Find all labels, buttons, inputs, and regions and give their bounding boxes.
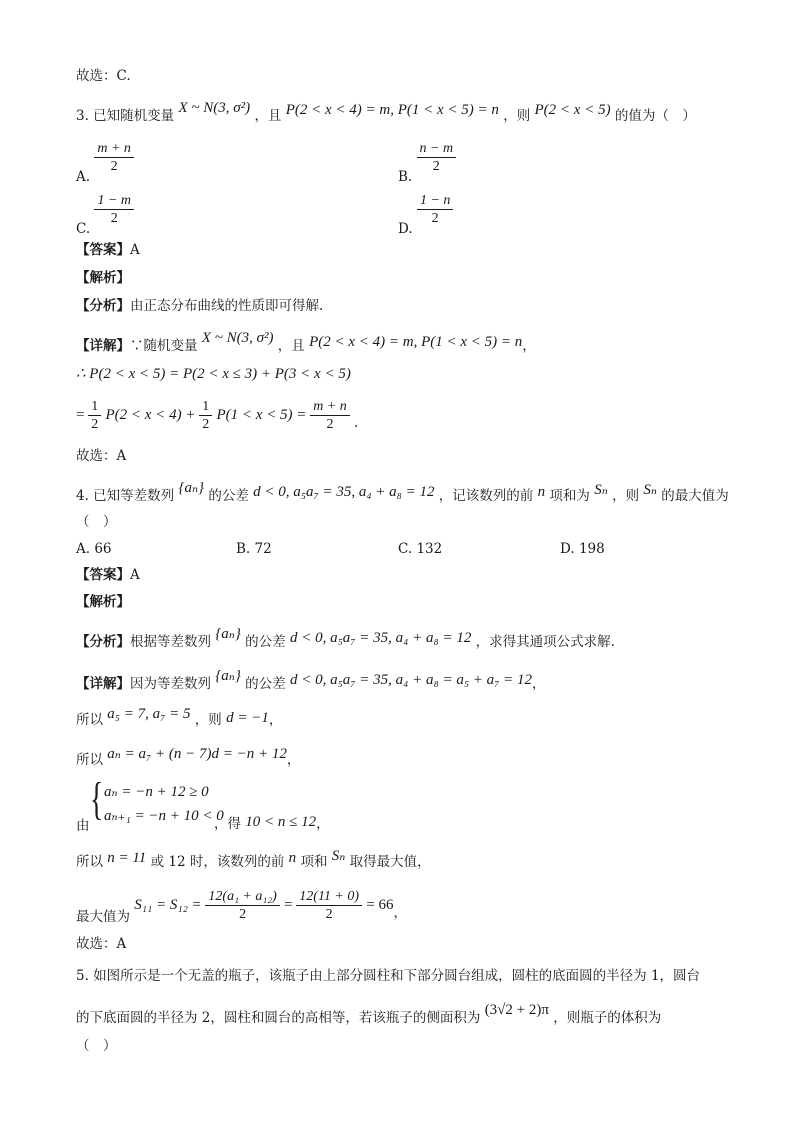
q4-step1-mid: ，则 bbox=[194, 712, 222, 728]
q4-fenxi-tag: 【分析】 bbox=[76, 634, 130, 650]
q3-fenxi-text: 由正态分布曲线的性质即可得解. bbox=[130, 298, 324, 314]
q4-option-b-label: B. bbox=[236, 541, 251, 557]
q3-option-c-den: 2 bbox=[110, 211, 118, 226]
q4-sn: Sₙ bbox=[594, 482, 608, 498]
q4-step5-eq1: S₁₁ = S₁₂ = bbox=[134, 897, 206, 913]
q4-step1-d: d = −1 bbox=[226, 710, 269, 726]
q3-step2-half2-num: 1 bbox=[199, 398, 212, 416]
q3-analysis-tag bbox=[76, 268, 130, 288]
q3-option-a-den: 2 bbox=[110, 159, 118, 174]
q3-stem-mid1: ，且 bbox=[254, 108, 282, 124]
q4-step2-pre: 所以 bbox=[76, 752, 103, 768]
q4-detail-end: ， bbox=[532, 676, 546, 692]
q3-option-d-num: 1 − n bbox=[417, 192, 453, 210]
q3-option-d bbox=[398, 192, 453, 237]
q4-detail-mid: 的公差 bbox=[245, 676, 286, 692]
q4-answer bbox=[76, 565, 140, 585]
q4-analysis-label: 【解析】 bbox=[76, 594, 130, 610]
q4-analysis-tag bbox=[76, 592, 130, 612]
q3-final: 故选：A bbox=[76, 448, 127, 464]
q3-step1-math: ∴ P(2 < x < 5) = P(2 < x ≤ 3) + P(3 < x < 5) bbox=[76, 366, 351, 382]
q3-step2-half1 bbox=[88, 398, 101, 433]
q3-step2-result-num: m + n bbox=[310, 398, 350, 416]
q3-detail-mid: ，且 bbox=[277, 338, 305, 354]
q4-step4-mid: 或 12 时，该数列的前 bbox=[150, 854, 285, 870]
q4-answer-tag: 【答案】 bbox=[76, 567, 130, 583]
q4-option-b bbox=[236, 540, 272, 558]
q3-option-a-num: m + n bbox=[94, 140, 134, 158]
q4-sequence: {aₙ} bbox=[178, 480, 205, 496]
q4-sn-2: Sₙ bbox=[643, 482, 657, 498]
q4-step5-frac1 bbox=[205, 888, 279, 923]
q3-option-a bbox=[76, 140, 134, 185]
q4-detail-pre: 因为等差数列 bbox=[130, 676, 211, 692]
q4-detail bbox=[76, 668, 546, 694]
q3-detail bbox=[76, 330, 536, 356]
q4-step1-pre: 所以 bbox=[76, 712, 103, 728]
q4-condition: d < 0, a₅a₇ = 35, a₄ + a₈ = 12 bbox=[253, 484, 435, 500]
q4-option-a-label: A. bbox=[76, 541, 91, 557]
q5-line2-math: (3√2 + 2)π bbox=[484, 1002, 549, 1018]
q4-step5-frac1-den: 2 bbox=[239, 907, 247, 922]
q3-fenxi bbox=[76, 296, 323, 316]
q3-condition: P(2 < x < 4) = m, P(1 < x < 5) = n bbox=[285, 102, 499, 118]
q4-step4-n: n bbox=[288, 850, 297, 866]
q5-line2-pre: 的下底面圆的半径为 2，圆柱和圆台的高相等，若该瓶子的侧面积为 bbox=[76, 1010, 481, 1026]
q3-distribution: X ~ N(3, σ²) bbox=[178, 100, 251, 116]
q4-stem-mid4: ，则 bbox=[612, 488, 640, 504]
q3-detail-end: ， bbox=[522, 338, 536, 354]
q3-answer bbox=[76, 240, 140, 260]
q4-step4-eq: n = 11 bbox=[107, 850, 147, 866]
q5-line2-post: ，则瓶子的体积为 bbox=[553, 1010, 662, 1026]
q3-analysis-label: 【解析】 bbox=[76, 270, 130, 286]
q3-step2-c: P(1 < x < 5) = bbox=[216, 407, 311, 423]
q3-option-b-fraction bbox=[417, 140, 457, 175]
q4-option-c-value: 132 bbox=[416, 541, 443, 557]
q3-stem bbox=[76, 100, 696, 126]
q4-option-a-value: 66 bbox=[94, 541, 112, 557]
q4-fenxi-post: ，求得其通项公式求解. bbox=[475, 634, 615, 650]
q4-step3-end: ， bbox=[316, 816, 330, 832]
q4-detail-condition: d < 0, a₅a₇ = 35, a₄ + a₈ = a₅ + a₇ = 12 bbox=[289, 672, 532, 688]
q4-stem-mid3: 项和为 bbox=[549, 488, 590, 504]
q4-step5-frac2-num: 12(11 + 0) bbox=[296, 888, 362, 906]
q3-answer-tag: 【答案】 bbox=[76, 242, 130, 258]
q4-answer-value: A bbox=[130, 567, 140, 583]
prev-answer-line: 故选：C. bbox=[76, 68, 131, 84]
q3-detail-pre: ∵随机变量 bbox=[130, 338, 198, 354]
q3-answer-value: A bbox=[130, 242, 140, 258]
q4-system-line1 bbox=[104, 782, 209, 802]
q4-option-d bbox=[560, 540, 605, 558]
q4-fenxi-condition: d < 0, a₅a₇ = 35, a₄ + a₈ = 12 bbox=[289, 630, 472, 646]
q4-step2-eq: aₙ = a₇ + (n − 7)d = −n + 12 bbox=[107, 746, 287, 762]
q5-line1: 5. 如图所示是一个无盖的瓶子，该瓶子由上部分圆柱和下部分圆台组成，圆柱的底面圆的半径为 1，圆台 bbox=[76, 968, 701, 984]
q4-option-d-value: 198 bbox=[578, 541, 605, 557]
q3-stem-mid2: ，则 bbox=[503, 108, 531, 124]
q4-stem bbox=[76, 480, 729, 506]
q4-step4-sn: Sₙ bbox=[331, 848, 346, 864]
q4-step2-end: ， bbox=[286, 752, 301, 768]
q3-option-d-label: D. bbox=[398, 221, 413, 237]
q4-step3-result: 10 < n ≤ 12 bbox=[245, 814, 317, 830]
q4-step1-end: ， bbox=[268, 712, 283, 728]
q4-step5-end: ， bbox=[393, 905, 408, 921]
q4-n: n bbox=[537, 484, 546, 500]
q4-step5-eq3: = 66 bbox=[366, 897, 394, 913]
q3-step2 bbox=[76, 398, 358, 433]
q3-step2-result-den: 2 bbox=[326, 417, 334, 432]
q4-step5-frac2 bbox=[296, 888, 362, 923]
q3-step2-half2-den: 2 bbox=[202, 417, 210, 432]
q3-step2-end: . bbox=[354, 415, 359, 431]
q4-step5 bbox=[76, 888, 407, 923]
q4-step3-tail bbox=[214, 814, 330, 834]
q3-target: P(2 < x < 5) bbox=[534, 102, 611, 118]
q4-option-c bbox=[398, 540, 442, 558]
q4-step5-pre: 最大值为 bbox=[76, 909, 130, 925]
q3-step2-result bbox=[310, 398, 350, 433]
q3-stem-post: 的值为（ ） bbox=[614, 108, 696, 124]
q3-option-a-fraction bbox=[94, 140, 134, 175]
q3-option-c-label: C. bbox=[76, 221, 91, 237]
q3-step2-half1-num: 1 bbox=[88, 398, 101, 416]
q4-stem-mid: 的公差 bbox=[208, 488, 249, 504]
q3-stem-pre: 3. 已知随机变量 bbox=[76, 108, 175, 124]
q3-detail-distribution: X ~ N(3, σ²) bbox=[201, 330, 274, 346]
q3-option-b-den: 2 bbox=[432, 159, 440, 174]
q4-step5-eq2: = bbox=[284, 897, 297, 913]
q4-stem-post: 的最大值为 bbox=[661, 488, 729, 504]
q4-detail-tag: 【详解】 bbox=[76, 676, 130, 692]
q3-step1 bbox=[76, 364, 351, 384]
q3-option-c-fraction bbox=[94, 192, 134, 227]
q4-option-a bbox=[76, 540, 112, 558]
q3-detail-condition: P(2 < x < 4) = m, P(1 < x < 5) = n bbox=[309, 334, 523, 350]
q4-fenxi-mid: 的公差 bbox=[245, 634, 286, 650]
q4-step3-pre: 由 bbox=[76, 818, 90, 834]
q3-option-d-den: 2 bbox=[431, 211, 439, 226]
q4-option-b-value: 72 bbox=[254, 541, 272, 557]
q4-system-eq2: aₙ₊₁ = −n + 10 < 0 bbox=[104, 808, 224, 824]
q4-fenxi bbox=[76, 626, 615, 652]
q3-option-b-label: B. bbox=[398, 169, 413, 185]
q4-step4-pre: 所以 bbox=[76, 854, 103, 870]
q4-stem-pre: 4. 已知等差数列 bbox=[76, 488, 175, 504]
q4-step1 bbox=[76, 706, 283, 730]
q3-option-a-label: A. bbox=[76, 169, 91, 185]
q4-fenxi-sequence: {aₙ} bbox=[215, 626, 241, 642]
q3-option-b bbox=[398, 140, 456, 185]
q4-stem-mid2: ，记该数列的前 bbox=[438, 488, 534, 504]
q3-option-d-fraction bbox=[417, 192, 453, 227]
q4-step3-mid: ，得 bbox=[214, 816, 241, 832]
q4-step4-mid2: 项和 bbox=[300, 854, 328, 870]
q3-option-c bbox=[76, 192, 134, 237]
q4-step4-post: 取得最大值， bbox=[349, 854, 431, 870]
q3-step2-half2 bbox=[199, 398, 212, 433]
q3-option-b-num: n − m bbox=[417, 140, 457, 158]
q3-detail-tag: 【详解】 bbox=[76, 338, 130, 354]
q4-system-brace: { bbox=[90, 773, 104, 824]
q5-line2 bbox=[76, 1002, 662, 1028]
q3-option-c-num: 1 − m bbox=[94, 192, 134, 210]
q4-step1-eq: a₅ = 7, a₇ = 5 bbox=[107, 706, 191, 722]
q4-step5-frac2-den: 2 bbox=[325, 907, 333, 922]
q4-paren: （ ） bbox=[76, 514, 117, 530]
q4-system-eq1: aₙ = −n + 12 ≥ 0 bbox=[104, 784, 209, 800]
q4-step2 bbox=[76, 746, 301, 770]
q4-option-c-label: C. bbox=[398, 541, 413, 557]
q3-step2-b: P(2 < x < 4) + bbox=[105, 407, 200, 423]
q4-step4 bbox=[76, 848, 431, 872]
q4-fenxi-pre: 根据等差数列 bbox=[130, 634, 211, 650]
q3-step2-half1-den: 2 bbox=[91, 417, 99, 432]
q4-step5-frac1-num: 12(a₁ + a₁₂) bbox=[205, 888, 279, 906]
q4-system-line2 bbox=[104, 806, 224, 826]
q4-final: 故选：A bbox=[76, 936, 127, 952]
q3-step2-a: = bbox=[76, 407, 89, 423]
q5-paren: （ ） bbox=[76, 1038, 117, 1054]
q4-option-d-label: D. bbox=[560, 541, 575, 557]
q4-detail-sequence: {aₙ} bbox=[215, 668, 241, 684]
q3-fenxi-tag: 【分析】 bbox=[76, 298, 130, 314]
